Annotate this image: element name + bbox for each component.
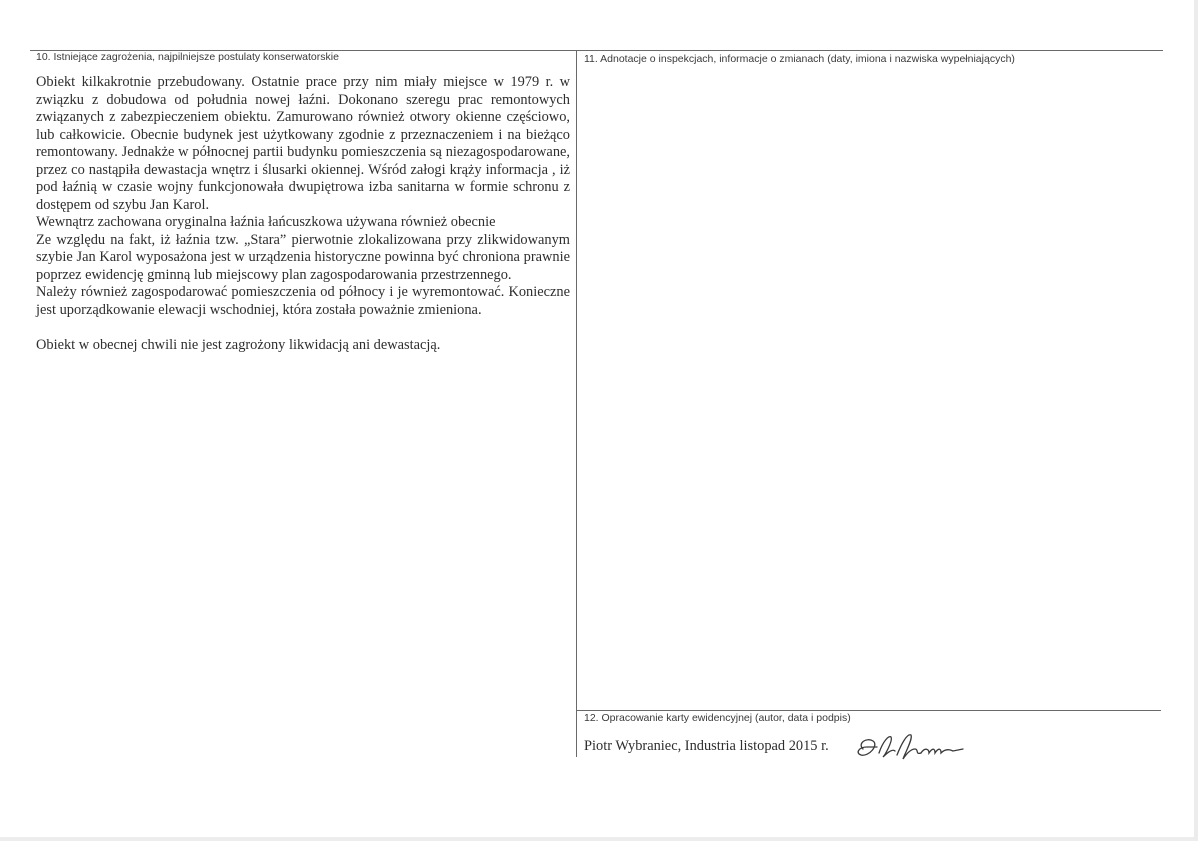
- paragraph-interior: Wewnątrz zachowana oryginalna łaźnia łańcuszkowa używana również obecnie: [36, 214, 496, 230]
- paragraph-protection: Ze względu na fakt, iż łaźnia tzw. „Stara” pierwotnie zlokalizowana przy zlikwidowanym szybie Jan Karol wyposażona jest w urządzenia historyczne powinna być chroniona prawnie poprzez ewidencję gminną lub miejscowy plan zagospodarowania przestrzennego.: [36, 231, 570, 283]
- paragraph-history: Obiekt kilkakrotnie przebudowany. Ostatnie prace przy nim miały miejsce w 1979 r. w związku z dobudowa od południa nowej łaźni. Dokonano szeregu prac remontowych związanych z zabezpieczeniem obiektu. Zamurowano również otwory okienne częściowo, lub całkowicie. Obecnie budynek jest użytkowany zgodnie z przeznaczeniem i na bieżąco remontowany. Jednakże w północnej partii budynku pomieszczenia są niezagospodarowane, przez co nastąpiła dewastacja wnętrz i ślusarki okiennej. Wśród załogi krąży informacja , iż pod łaźnią w czasie wojny funkcjonowała dwupiętrowa izba sanitarna w formie schronu z dostępem od szybu Jan Karol.: [36, 74, 570, 213]
- section-10-label: 10. Istniejące zagrożenia, najpilniejsze postulaty konserwatorskie: [36, 51, 339, 63]
- paragraph-postulates: Należy również zagospodarować pomieszczenia od północy i je wyremontować. Konieczne jest uporządkowanie elewacji wschodniej, która została poważnie zmieniona.: [36, 284, 570, 318]
- paragraph-spacer: [36, 319, 570, 337]
- paragraph-status: Obiekt w obecnej chwili nie jest zagrożony likwidacją ani dewastacją.: [36, 336, 441, 353]
- section-12-divider: [576, 710, 1161, 711]
- section-12-label: 12. Opracowanie karty ewidencyjnej (autor, data i podpis): [584, 712, 851, 724]
- section-10-body: [36, 74, 570, 354]
- handwritten-signature: [849, 727, 967, 763]
- column-divider: [576, 50, 577, 757]
- author-line: Piotr Wybraniec, Industria listopad 2015 r.: [584, 738, 829, 754]
- section-11-label: 11. Adnotacje o inspekcjach, informacje o zmianach (daty, imiona i nazwiska wypełniających): [584, 53, 1015, 65]
